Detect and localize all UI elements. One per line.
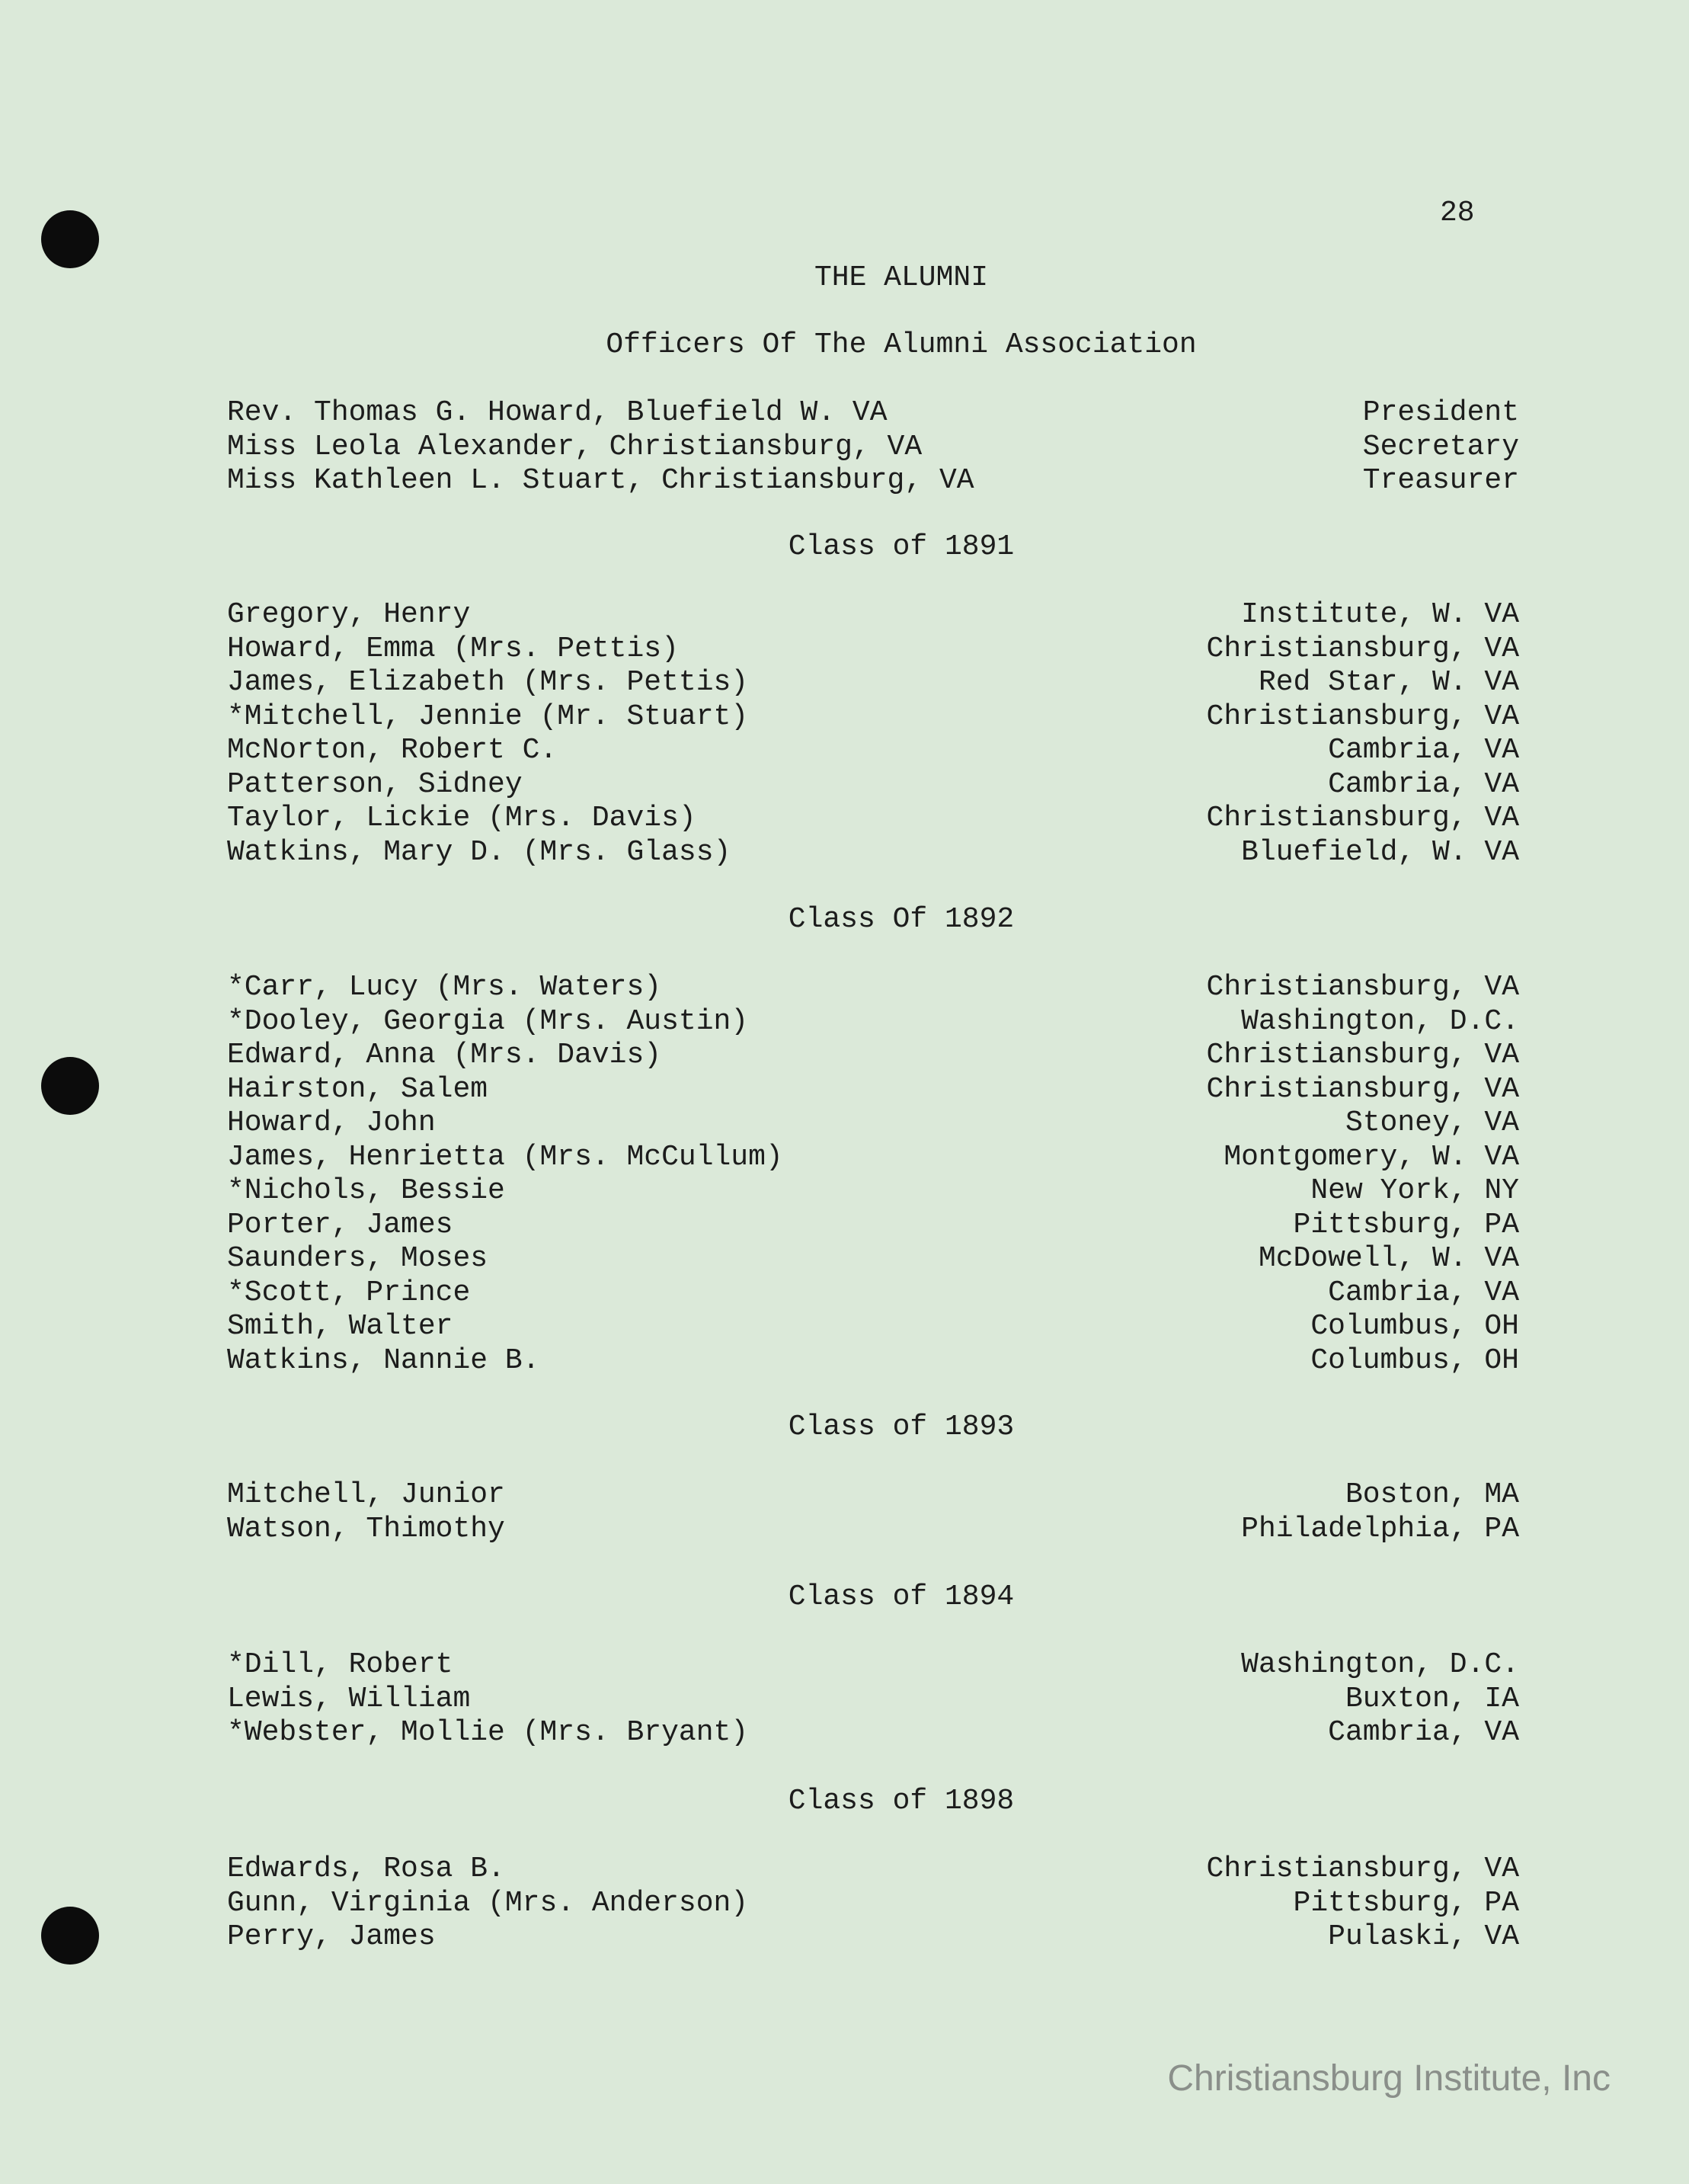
alumni-row — [227, 734, 1519, 768]
alumni-location: Christiansburg, VA — [1206, 1072, 1519, 1106]
alumni-name: James, Elizabeth (Mrs. Pettis) — [227, 666, 749, 699]
alumni-name: Perry, James — [227, 1920, 436, 1953]
alumni-location: Washington, D.C. — [1241, 1648, 1519, 1681]
alumni-name: Lewis, William — [227, 1682, 471, 1715]
alumni-location: Christiansburg, VA — [1206, 632, 1519, 665]
alumni-row — [227, 1716, 1519, 1750]
page-title: THE ALUMNI — [814, 261, 989, 294]
alumni-location: Pulaski, VA — [1328, 1920, 1519, 1953]
alumni-location: Columbus, OH — [1310, 1343, 1519, 1377]
alumni-name: Watson, Thimothy — [227, 1512, 505, 1545]
officer-name: Miss Leola Alexander, Christiansburg, VA — [227, 430, 923, 463]
alumni-row — [227, 1073, 1519, 1107]
class-1893-list — [227, 1478, 1519, 1546]
alumni-row — [227, 836, 1519, 870]
alumni-name: Edwards, Rosa B. — [227, 1853, 505, 1885]
alumni-location: Pittsburg, PA — [1293, 1208, 1519, 1241]
alumni-location: Cambria, VA — [1328, 734, 1519, 767]
alumni-row — [227, 632, 1519, 667]
class-1898-heading: Class of 1898 — [788, 1785, 1015, 1817]
alumni-row — [227, 1174, 1519, 1209]
alumni-row — [227, 1242, 1519, 1276]
alumni-row — [227, 1276, 1519, 1311]
officer-title: President — [1362, 396, 1519, 429]
alumni-location: McDowell, W. VA — [1258, 1242, 1519, 1275]
alumni-location: Columbus, OH — [1310, 1310, 1519, 1343]
alumni-name: Hairston, Salem — [227, 1072, 488, 1106]
officer-title: Secretary — [1362, 430, 1519, 463]
alumni-row — [227, 768, 1519, 802]
alumni-name: Howard, John — [227, 1106, 436, 1139]
class-1894-list — [227, 1648, 1519, 1750]
alumni-name: *Dill, Robert — [227, 1648, 453, 1681]
class-1898-list — [227, 1853, 1519, 1955]
alumni-row — [227, 598, 1519, 632]
alumni-location: Boston, MA — [1345, 1478, 1519, 1511]
alumni-row — [227, 1344, 1519, 1379]
alumni-name: Gunn, Virginia (Mrs. Anderson) — [227, 1886, 749, 1920]
alumni-row — [227, 1683, 1519, 1717]
alumni-location: Christiansburg, VA — [1206, 700, 1519, 733]
alumni-location: New York, NY — [1310, 1174, 1519, 1207]
alumni-row — [227, 1039, 1519, 1073]
alumni-name: Patterson, Sidney — [227, 767, 523, 801]
alumni-name: Porter, James — [227, 1208, 453, 1241]
alumni-name: Saunders, Moses — [227, 1242, 488, 1275]
alumni-location: Montgomery, W. VA — [1224, 1140, 1519, 1174]
officers-list — [227, 396, 1519, 498]
watermark: Christiansburg Institute, Inc — [1167, 2058, 1611, 2099]
alumni-location: Washington, D.C. — [1241, 1004, 1519, 1038]
alumni-row — [227, 1141, 1519, 1175]
alumni-row — [227, 666, 1519, 700]
alumni-location: Pittsburg, PA — [1293, 1886, 1519, 1920]
alumni-name: *Nichols, Bessie — [227, 1174, 505, 1207]
alumni-location: Stoney, VA — [1345, 1106, 1519, 1139]
alumni-name: Taylor, Lickie (Mrs. Davis) — [227, 802, 696, 834]
alumni-row — [227, 1209, 1519, 1243]
alumni-name: Edward, Anna (Mrs. Davis) — [227, 1039, 662, 1071]
class-1891-list — [227, 598, 1519, 869]
officer-row — [227, 396, 1519, 431]
officer-row — [227, 464, 1519, 498]
alumni-row — [227, 1310, 1519, 1344]
class-1894-heading: Class of 1894 — [788, 1580, 1015, 1613]
punch-hole-middle — [41, 1057, 99, 1115]
alumni-location: Cambria, VA — [1328, 1276, 1519, 1309]
alumni-row — [227, 1648, 1519, 1683]
alumni-name: Mitchell, Junior — [227, 1478, 505, 1511]
class-1893-heading: Class of 1893 — [788, 1411, 1015, 1443]
alumni-name: Watkins, Mary D. (Mrs. Glass) — [227, 835, 731, 869]
punch-hole-bottom — [41, 1907, 99, 1965]
page-number: 28 — [1440, 197, 1475, 229]
alumni-row — [227, 1106, 1519, 1141]
alumni-location: Institute, W. VA — [1241, 598, 1519, 631]
alumni-location: Buxton, IA — [1345, 1682, 1519, 1715]
alumni-location: Christiansburg, VA — [1206, 1039, 1519, 1071]
punch-hole-top — [41, 210, 99, 268]
alumni-name: *Scott, Prince — [227, 1276, 471, 1309]
alumni-location: Bluefield, W. VA — [1241, 835, 1519, 869]
officer-name: Rev. Thomas G. Howard, Bluefield W. VA — [227, 396, 888, 429]
class-1891-heading: Class of 1891 — [788, 530, 1015, 563]
alumni-row — [227, 1513, 1519, 1547]
alumni-row — [227, 971, 1519, 1005]
alumni-row — [227, 700, 1519, 735]
alumni-location: Cambria, VA — [1328, 767, 1519, 801]
alumni-name: Howard, Emma (Mrs. Pettis) — [227, 632, 679, 665]
officers-heading: Officers Of The Alumni Association — [606, 328, 1197, 361]
alumni-row — [227, 1478, 1519, 1513]
alumni-row — [227, 1920, 1519, 1955]
alumni-row — [227, 1887, 1519, 1921]
alumni-location: Philadelphia, PA — [1241, 1512, 1519, 1545]
alumni-name: Smith, Walter — [227, 1310, 453, 1343]
alumni-name: James, Henrietta (Mrs. McCullum) — [227, 1140, 783, 1174]
alumni-row — [227, 1005, 1519, 1039]
alumni-name: *Carr, Lucy (Mrs. Waters) — [227, 971, 662, 1004]
alumni-location: Christiansburg, VA — [1206, 1853, 1519, 1885]
officer-row — [227, 431, 1519, 465]
class-1892-list — [227, 971, 1519, 1378]
alumni-location: Red Star, W. VA — [1258, 666, 1519, 699]
class-1892-heading: Class Of 1892 — [788, 903, 1015, 936]
alumni-name: *Dooley, Georgia (Mrs. Austin) — [227, 1004, 749, 1038]
alumni-row — [227, 1853, 1519, 1887]
alumni-name: *Mitchell, Jennie (Mr. Stuart) — [227, 700, 749, 733]
alumni-name: McNorton, Robert C. — [227, 734, 558, 767]
alumni-row — [227, 802, 1519, 836]
alumni-name: Gregory, Henry — [227, 598, 471, 631]
alumni-location: Cambria, VA — [1328, 1716, 1519, 1749]
officer-name: Miss Kathleen L. Stuart, Christiansburg, VA — [227, 464, 974, 497]
alumni-name: *Webster, Mollie (Mrs. Bryant) — [227, 1716, 749, 1749]
alumni-location: Christiansburg, VA — [1206, 971, 1519, 1004]
officer-title: Treasurer — [1362, 464, 1519, 497]
alumni-location: Christiansburg, VA — [1206, 802, 1519, 834]
alumni-name: Watkins, Nannie B. — [227, 1343, 540, 1377]
